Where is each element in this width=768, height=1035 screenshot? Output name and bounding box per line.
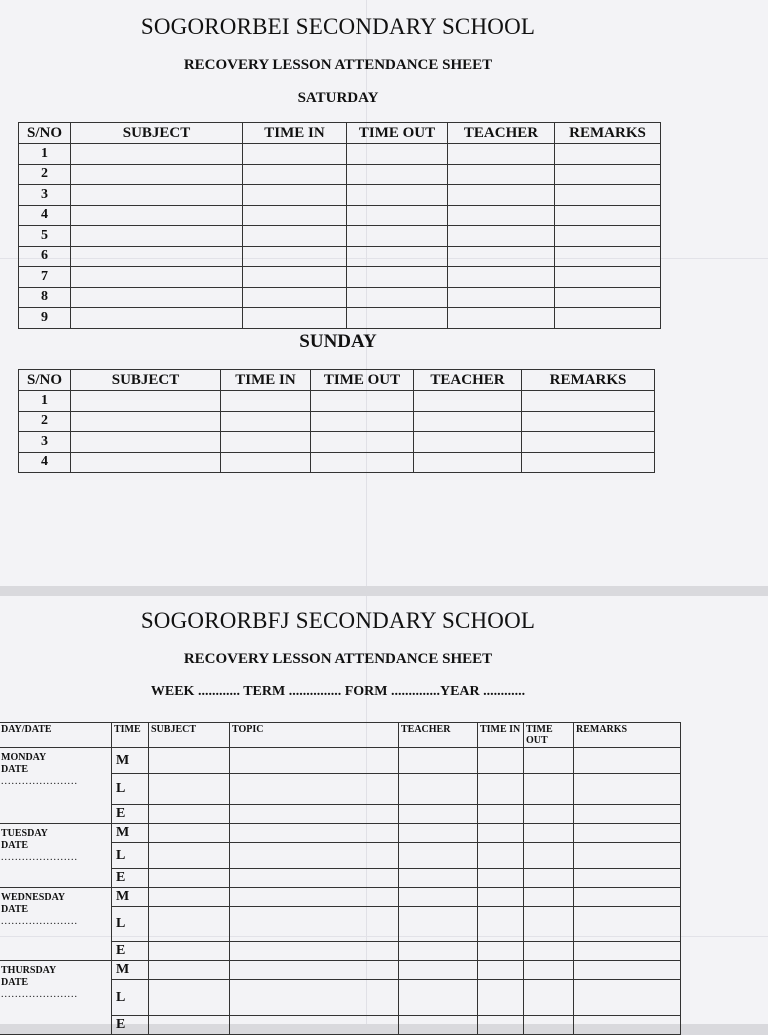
col-teacher: TEACHER [414,370,522,391]
table-row [0,748,681,774]
col-time-in: TIME IN [478,723,524,748]
row-number: 1 [19,391,71,412]
slot-morning: M [112,961,149,980]
row-number: 3 [19,432,71,453]
day-date-cell: MONDAY DATE ...................... [0,748,112,824]
slot-afternoon: L [112,774,149,805]
sunday-table [18,369,655,473]
row-number: 4 [19,452,71,473]
week-term-form-year-line: WEEK ............ TERM ............... FORM ..............YEAR ............ [150,684,526,699]
row-number: 2 [19,411,71,432]
table-row [19,267,661,288]
col-time-in: TIME IN [221,370,311,391]
table-row [19,205,661,226]
slot-afternoon: L [112,980,149,1016]
row-number: 5 [19,226,71,247]
table-header-row [19,123,661,144]
saturday-table [18,122,661,329]
table-row [19,308,661,329]
table-row [0,961,681,980]
table-row [0,824,681,843]
col-teacher: TEACHER [399,723,478,748]
table-row [19,287,661,308]
table-row [19,246,661,267]
table-row [19,432,655,453]
slot-morning: M [112,748,149,774]
slot-evening: E [112,1016,149,1035]
col-time-out: TIME OUT [311,370,414,391]
day-date-cell: WEDNESDAY DATE ...................... [0,888,112,961]
col-remarks: REMARKS [574,723,681,748]
day-date-cell: TUESDAY DATE ...................... [0,824,112,888]
slot-morning: M [112,824,149,843]
row-number: 7 [19,267,71,288]
sunday-heading: SUNDAY [299,331,377,352]
school-name: SOGORORΒFJ SECONDARY SCHOOL [140,608,536,633]
day-date-cell: THURSDAY DATE ...................... [0,961,112,1035]
col-teacher: TEACHER [448,123,555,144]
table-header-row [19,370,655,391]
row-number: 2 [19,164,71,185]
table-row [19,164,661,185]
slot-afternoon: L [112,843,149,869]
slot-evening: E [112,805,149,824]
col-remarks: REMARKS [555,123,661,144]
table-row [19,226,661,247]
attendance-sheet-weekday [0,596,768,1032]
table-row [19,411,655,432]
slot-evening: E [112,942,149,961]
col-subject: SUBJECT [71,123,243,144]
school-name: SOGORORBEI SECONDARY SCHOOL [140,14,536,39]
col-time-out: TIME OUT [524,723,574,748]
row-number: 3 [19,185,71,206]
col-time-in: TIME IN [243,123,347,144]
row-number: 1 [19,144,71,165]
saturday-heading: SATURDAY [297,90,379,106]
sheet-title: RECOVERY LESSON ATTENDANCE SHEET [183,651,493,667]
table-row [19,452,655,473]
col-remarks: REMARKS [522,370,655,391]
col-day-date: DAY/DATE [0,723,112,748]
table-row [19,391,655,412]
col-time-out: TIME OUT [347,123,448,144]
slot-evening: E [112,869,149,888]
col-subject: SUBJECT [71,370,221,391]
col-sno: S/NO [19,370,71,391]
col-topic: TOPIC [230,723,399,748]
weekday-table [0,722,681,1035]
slot-morning: M [112,888,149,907]
row-number: 6 [19,246,71,267]
table-row [0,888,681,907]
row-number: 8 [19,287,71,308]
sheet-title: RECOVERY LESSON ATTENDANCE SHEET [183,57,493,73]
table-header-row [0,723,681,748]
row-number: 9 [19,308,71,329]
table-row [19,144,661,165]
col-sno: S/NO [19,123,71,144]
row-number: 4 [19,205,71,226]
slot-afternoon: L [112,907,149,942]
table-row [19,185,661,206]
col-time: TIME [112,723,149,748]
col-subject: SUBJECT [149,723,230,748]
